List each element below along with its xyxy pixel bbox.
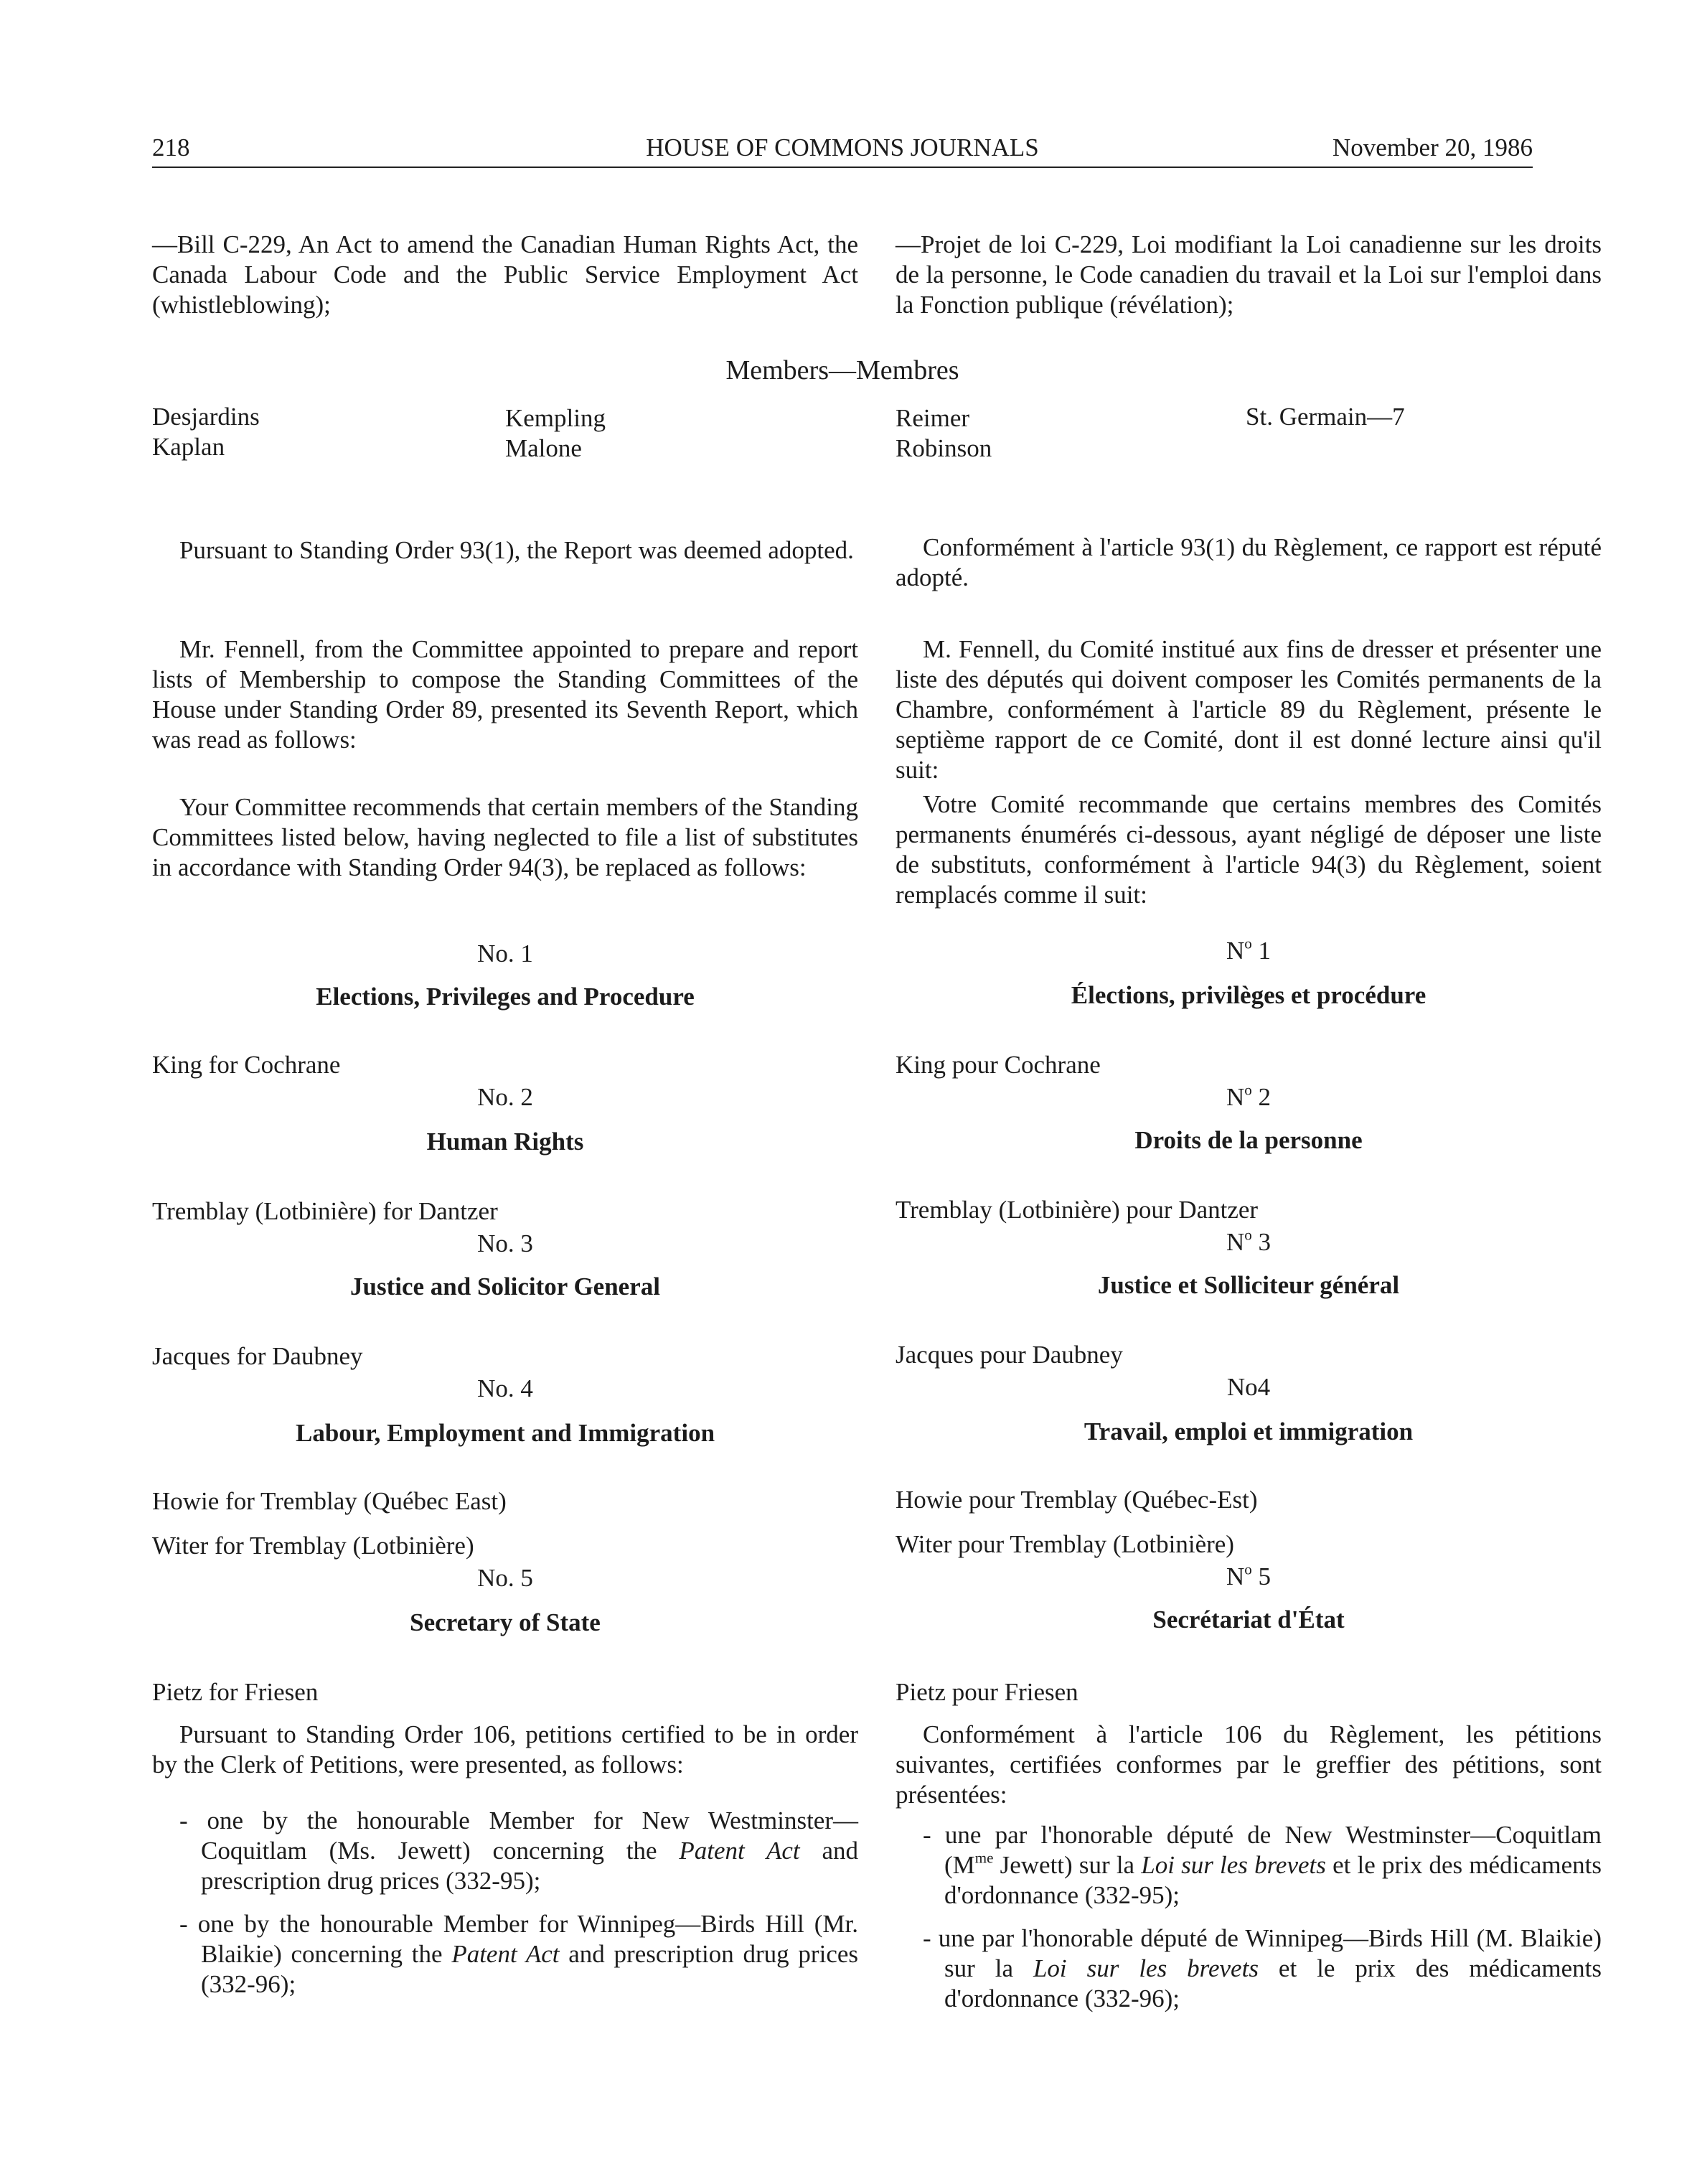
- committee-change: Witer for Tremblay (Lotbinière): [152, 1532, 474, 1560]
- committee-change: King for Cochrane: [152, 1051, 341, 1079]
- petition-en-item: - one by the honourable Member for Winnipeg—Birds Hill (Mr. Blaikie) concerning the Patent Act and prescription drug prices (332-96);: [179, 1910, 859, 1998]
- member-name: Kaplan: [152, 433, 225, 461]
- committee-number: No. 3: [477, 1229, 533, 1257]
- committee-name: Justice and Solicitor General: [350, 1273, 660, 1300]
- committees-fr: [896, 0, 1602, 2184]
- committee-change: Jacques for Daubney: [152, 1342, 363, 1370]
- member-name: Malone: [505, 434, 582, 462]
- committee-name: Élections, privilèges et procédure: [1071, 981, 1427, 1009]
- committee-name: Droits de la personne: [1134, 1126, 1363, 1154]
- committee-name: Justice et Solliciteur général: [1097, 1271, 1400, 1299]
- members-title: Members—Membres: [725, 355, 959, 385]
- committee-change: Howie for Tremblay (Québec East): [152, 1487, 507, 1515]
- deemed-fr-text: Conformément à l'article 93(1) du Règlement, ce rapport est réputé adopté.: [896, 533, 1602, 591]
- committee-change: Pietz pour Friesen: [896, 1678, 1078, 1706]
- committee-number: $N^o$ 2: [1226, 1081, 1272, 1111]
- petitions-en-intro: Pursuant to Standing Order 106, petitions certified to be in order by the Clerk of Petitions, were presented, as follows:: [152, 1720, 858, 1778]
- committee-number: $N^o$ 3: [1226, 1226, 1272, 1256]
- member-name: Desjardins: [152, 403, 260, 431]
- committee-name: Secrétariat d'État: [1152, 1606, 1345, 1634]
- committee-number: No. 4: [477, 1374, 533, 1402]
- committee-number: $N^o$ 5: [1226, 1560, 1272, 1590]
- committee-change: Tremblay (Lotbinière) for Dantzer: [152, 1197, 498, 1225]
- committee-change: Pietz for Friesen: [152, 1678, 319, 1706]
- committee-number: No. 2: [477, 1083, 533, 1111]
- recommend-en-text: Your Committee recommends that certain members of the Standing Committees listed below, having neglected to file a list of substitutes in accordance with Standing Order 94(3), be replaced as follows:: [152, 793, 858, 881]
- bill-fr-text: —Projet de loi C-229, Loi modifiant la Loi canadienne sur les droits de la personne, le Code canadien du travail et la Loi sur l'emploi dans la Fonction publique (révélation);: [896, 230, 1602, 319]
- committee-number: No. 5: [477, 1564, 533, 1592]
- committee-name: Labour, Employment and Immigration: [295, 1419, 715, 1447]
- page-number: 218: [152, 133, 190, 161]
- deemed-en-text: Pursuant to Standing Order 93(1), the Report was deemed adopted.: [179, 536, 854, 564]
- committee-change: King pour Cochrane: [896, 1051, 1101, 1079]
- committee-name: Secretary of State: [410, 1608, 601, 1636]
- committee-number: No4: [1226, 1373, 1271, 1401]
- committee-name: Travail, emploi et immigration: [1084, 1417, 1414, 1445]
- committee-name: Elections, Privileges and Procedure: [316, 983, 695, 1011]
- committee-change: Howie pour Tremblay (Québec-Est): [896, 1486, 1258, 1514]
- committee-change: Jacques pour Daubney: [896, 1341, 1123, 1369]
- petition-fr-item: - une par l'honorable député de Winnipeg—Birds Hill (M. Blaikie) sur la Loi sur les brevets et le prix des médicaments d'ordonnance (332-96);: [923, 1924, 1602, 2012]
- journal-title: HOUSE OF COMMONS JOURNALS: [646, 133, 1039, 161]
- committee-change: Witer pour Tremblay (Lotbinière): [896, 1530, 1234, 1558]
- committees-en: [152, 0, 858, 2184]
- committee-number: No. 1: [477, 939, 533, 967]
- report-fr-text: M. Fennell, du Comité institué aux fins de dresser et présenter une liste des députés qui doivent composer les Comités permanents de la Chambre, conformément à l'article 89 du Règlement, présente le septième rapport de ce Comité, dont il est donné lecture ainsi qu'il suit:: [896, 635, 1602, 784]
- petition-en-item: - one by the honourable Member for New Westminster—Coquitlam (Ms. Jewett) concerning the Patent Act and prescription drug prices (332-95);: [179, 1806, 858, 1895]
- member-name: St. Germain—7: [1246, 403, 1405, 431]
- report-en-text: Mr. Fennell, from the Committee appointed to prepare and report lists of Membership to compose the Standing Committees of the House under Standing Order 89, presented its Seventh Report, which was read as follows:: [152, 635, 858, 754]
- committee-change: Tremblay (Lotbinière) pour Dantzer: [896, 1196, 1259, 1224]
- petition-fr-item: - une par l'honorable député de New Westminster—Coquitlam ($M^{me}$ Jewett) sur la Loi sur les brevets et le prix des médicaments d'ordonnance (332-95);: [923, 1821, 1602, 1909]
- committee-number: $N^o$ 1: [1226, 934, 1272, 965]
- recommend-fr-text: Votre Comité recommande que certains membres des Comités permanents énumérés ci-dessous, ayant négligé de déposer une liste de substituts, conformément à l'article 94(3) du Règlement, soient remplacés comme il suit:: [896, 790, 1602, 909]
- committee-name: Human Rights: [426, 1128, 584, 1156]
- petitions-fr-intro: Conformément à l'article 106 du Règlement, les pétitions suivantes, certifiées conformes par le greffier des pétitions, sont présentées:: [896, 1720, 1602, 1809]
- bill-en-text: —Bill C-229, An Act to amend the Canadian Human Rights Act, the Canada Labour Code and the Public Service Employment Act (whistleblowing);: [152, 230, 858, 319]
- member-name: Robinson: [896, 434, 992, 462]
- journal-date: November 20, 1986: [1333, 133, 1533, 161]
- member-name: Reimer: [896, 404, 970, 432]
- member-name: Kempling: [505, 404, 606, 432]
